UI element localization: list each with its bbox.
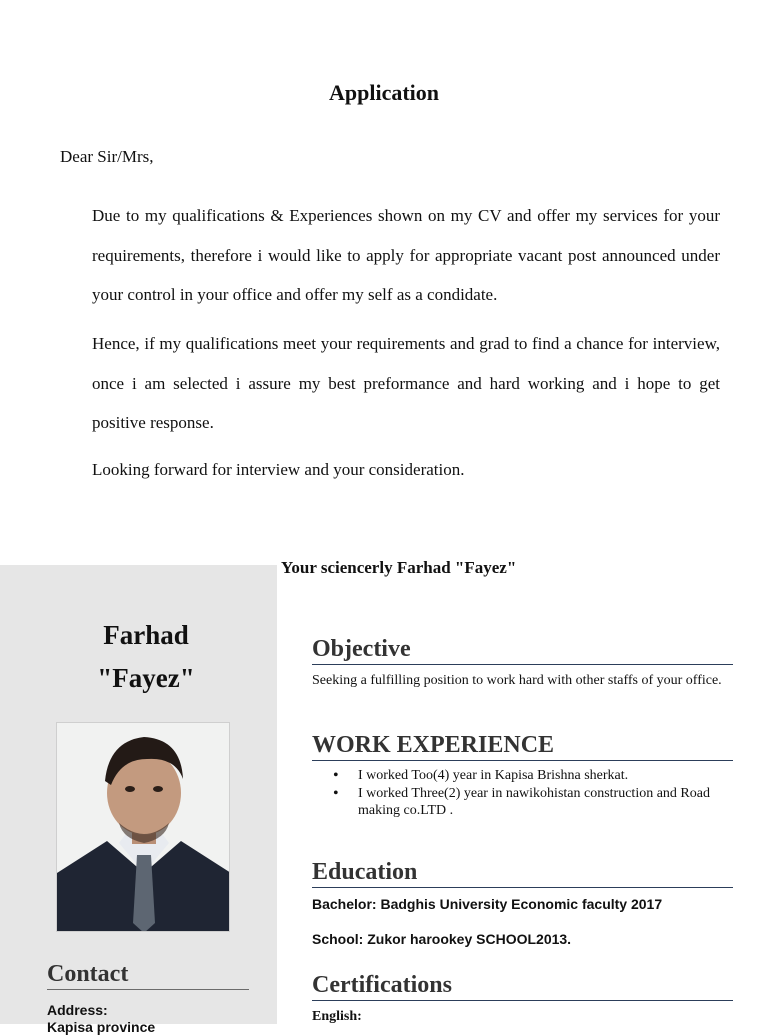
address-value: Kapisa province [47, 1019, 156, 1035]
certifications-heading: Certifications [312, 970, 733, 1001]
work-experience-item: • I worked Three(2) year in nawikohistan construction and Road making co.LTD . [358, 785, 732, 820]
address-label: Address: [47, 1002, 108, 1018]
education-heading: Education [312, 857, 733, 888]
work-experience-heading: WORK EXPERIENCE [312, 730, 733, 761]
candidate-last-name: "Fayez" [97, 663, 195, 693]
work-experience-item: • I worked Too(4) year in Kapisa Brishna sherkat. [358, 767, 732, 785]
salutation: Dear Sir/Mrs, [60, 147, 154, 166]
portrait-illustration [57, 723, 230, 932]
letter-paragraph-2: Hence, if my qualifications meet your requirements and grad to find a chance for interview, once i am selected i assure my best preformance and hard working and i hope to get positive response. [92, 334, 720, 432]
objective-text: Seeking a fulfilling position to work hard with other staffs of your office. [312, 673, 722, 688]
candidate-first-name: Farhad [103, 620, 189, 650]
profile-photo [56, 722, 230, 932]
education-bachelor: Bachelor: Badghis University Economic faculty 2017 [312, 896, 663, 912]
candidate-name [0, 614, 292, 700]
signature: Your sciencerly Farhad "Fayez" [281, 558, 517, 577]
letter-paragraph-1: Due to my qualifications & Experiences shown on my CV and offer my services for your requirements, therefore i would like to apply for appropriate vacant post announced under your control in your office and offer my self as a condidate. [92, 206, 720, 304]
certification-english: English: [312, 1009, 362, 1024]
letter-paragraph-3: Looking forward for interview and your consideration. [92, 460, 465, 479]
education-school: School: Zukor harookey SCHOOL2013. [312, 931, 572, 947]
contact-heading: Contact [47, 961, 249, 990]
letter-title: Application [328, 80, 440, 105]
work-experience-list [312, 767, 732, 820]
objective-heading: Objective [312, 634, 733, 665]
